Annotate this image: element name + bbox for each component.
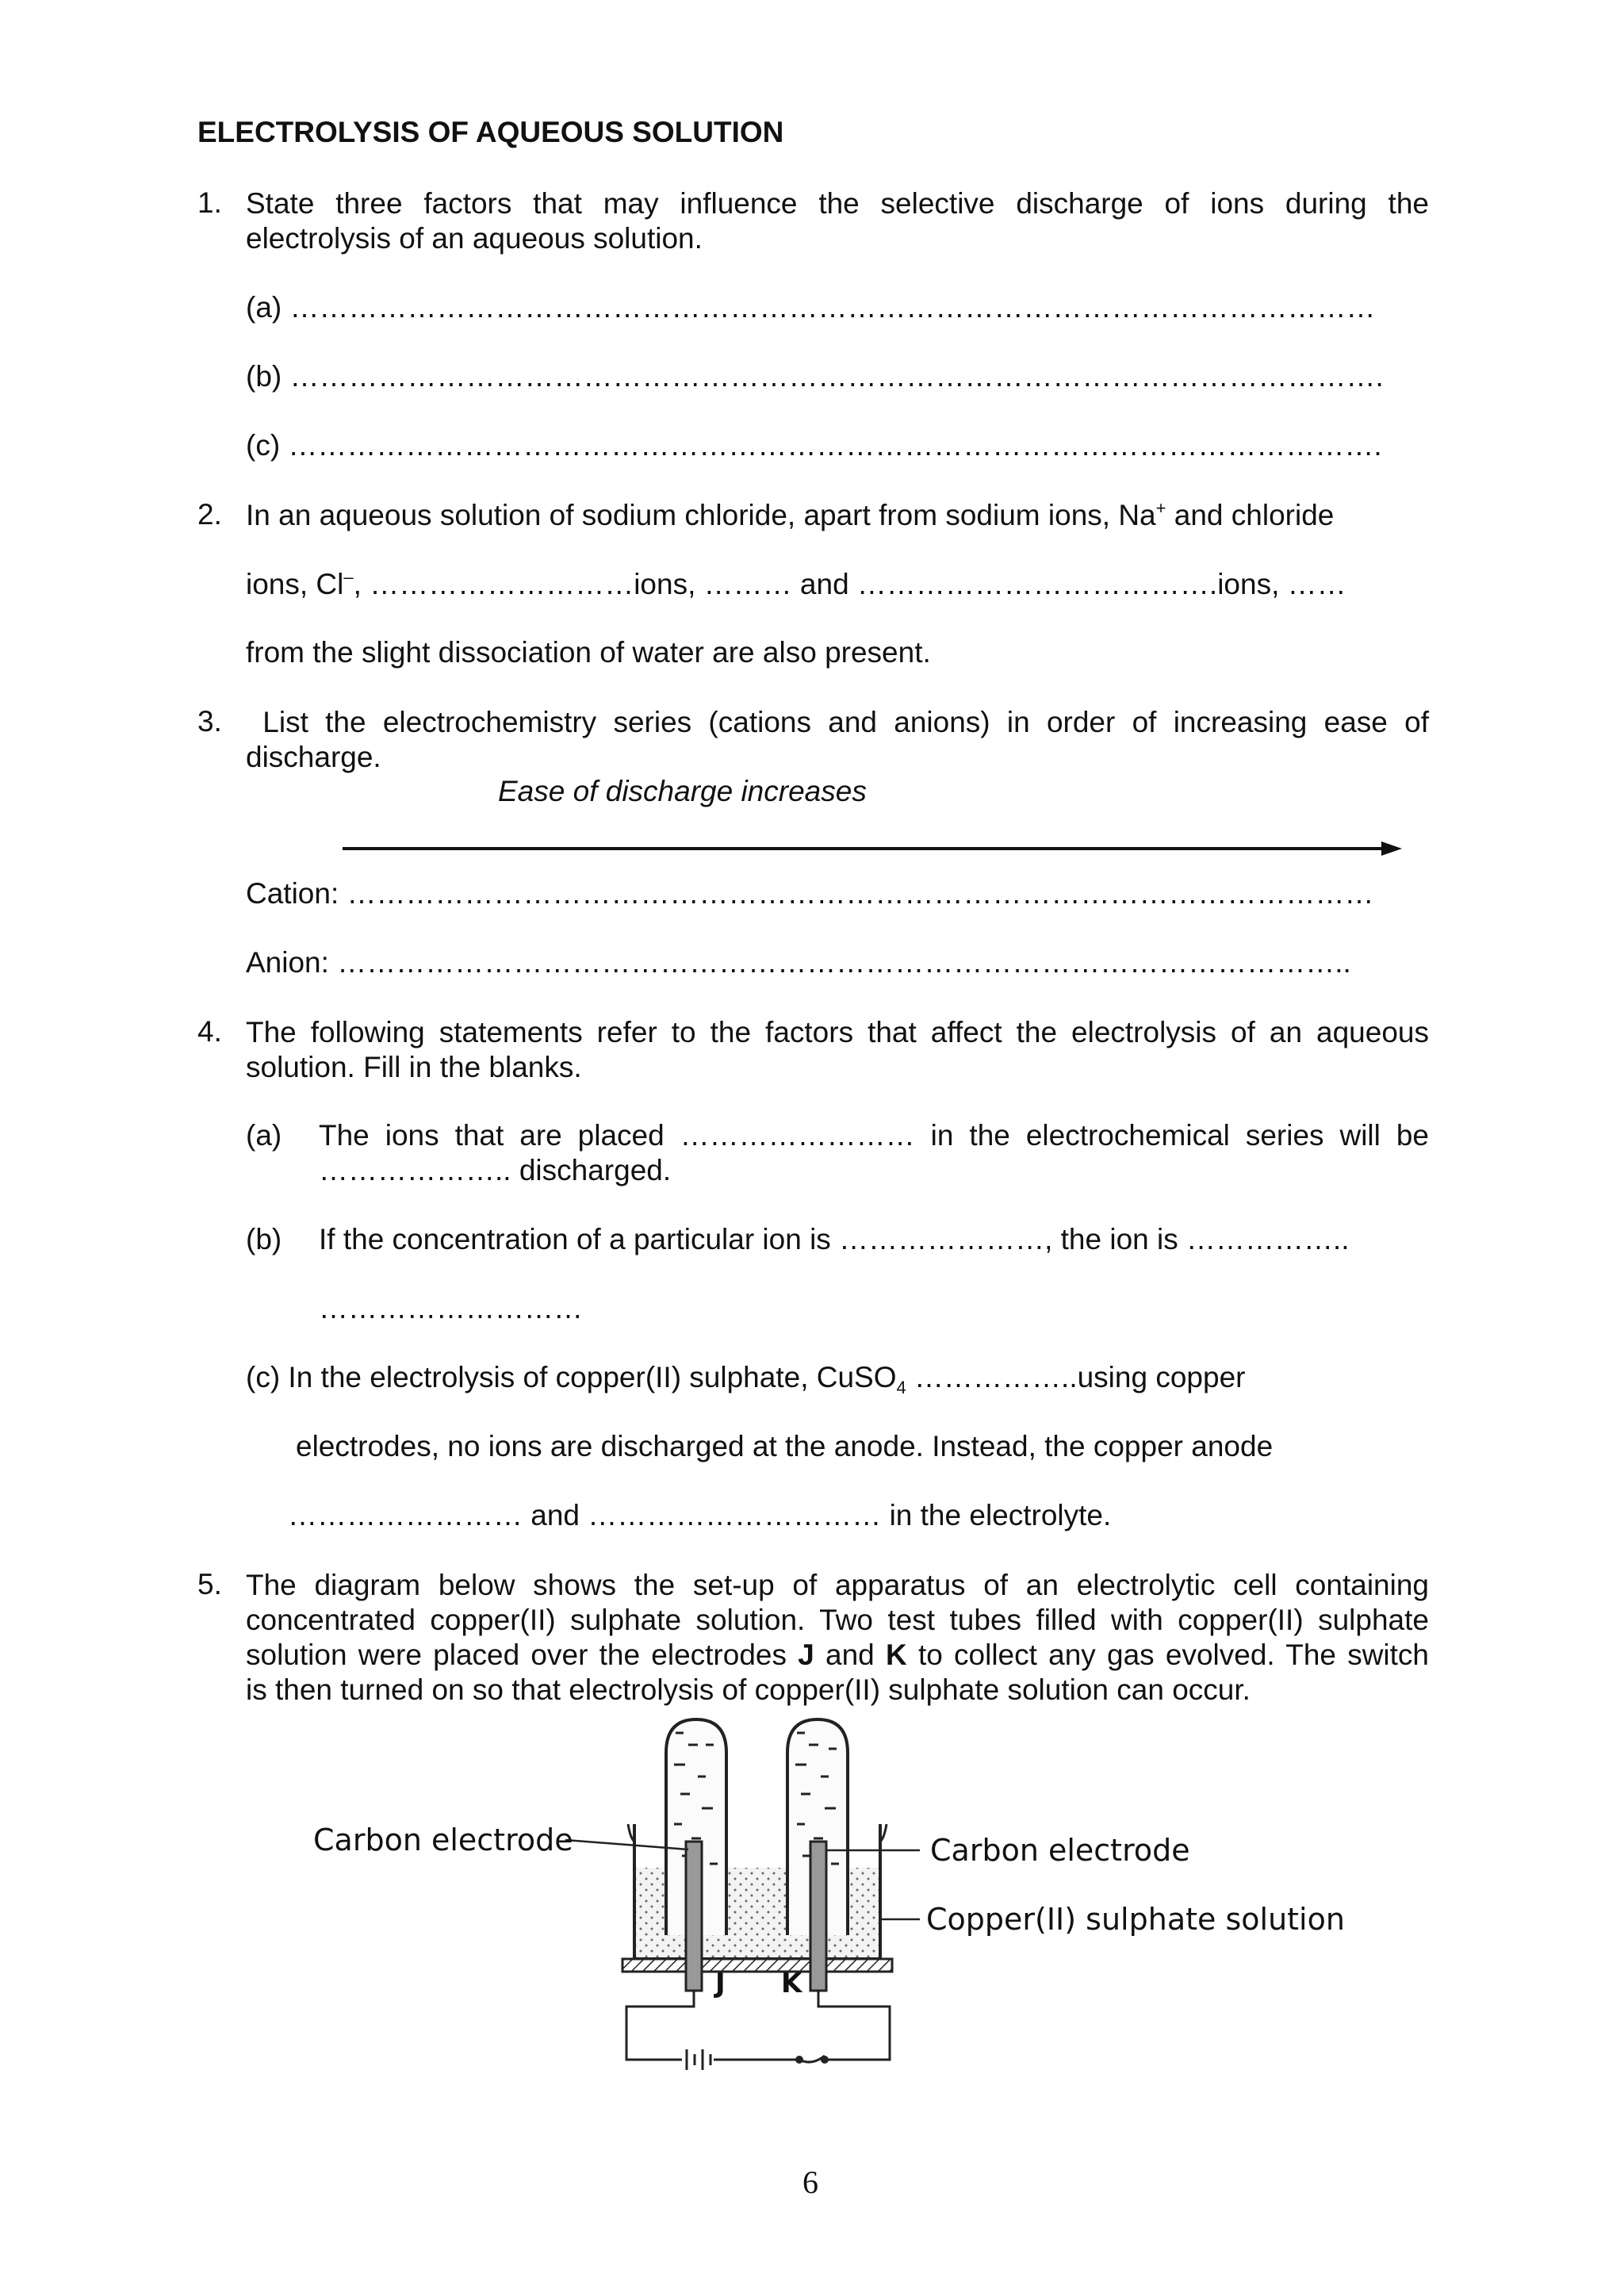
electrode-j-ref: J — [798, 1639, 814, 1671]
q4c-line2: electrodes, no ions are discharged at the anode. Instead, the copper anode — [296, 1430, 1274, 1462]
label-carbon-electrode-right: Carbon electrode — [930, 1833, 1190, 1868]
electrode-j — [686, 1842, 702, 1991]
arrow-label: Ease of discharge increases — [498, 775, 867, 807]
q5-line3-text: solution were placed over the electrodes — [246, 1639, 799, 1671]
electrode-k — [810, 1842, 826, 1991]
q1-answer-b[interactable]: (b) …………………………………………………………………………………………………. — [246, 360, 1384, 393]
electrode-k-ref: K — [885, 1639, 907, 1671]
q1-answer-a[interactable]: (a) ………………………………………………………………………………………………… — [246, 291, 1376, 324]
battery-icon — [687, 2049, 710, 2070]
beaker-base — [622, 1959, 892, 1972]
q4c-line1-blank[interactable]: ……………..using copper — [906, 1361, 1246, 1393]
q4-number: 4. — [197, 1015, 222, 1048]
q2-line1-end: and chloride — [1166, 499, 1335, 531]
electrode-k-label: K — [781, 1968, 802, 1999]
q4b-label: (b) — [246, 1223, 282, 1255]
q5-line1: The diagram below shows the set-up of apparatus of an electrolytic cell containing — [246, 1569, 1429, 1601]
page-title: ELECTROLYSIS OF AQUEOUS SOLUTION — [197, 116, 784, 148]
q5-line2: concentrated copper(II) sulphate solution. Two test tubes filled with copper(II) sulphate — [246, 1604, 1429, 1636]
q3-line1: List the electrochemistry series (cations and anions) in order of increasing ease of — [246, 706, 1429, 738]
q3-number: 3. — [197, 705, 222, 738]
label-carbon-electrode-left: Carbon electrode — [313, 1823, 573, 1857]
q2-line3: from the slight dissociation of water are also present. — [246, 636, 931, 669]
switch-icon — [795, 2056, 829, 2064]
discharge-arrow — [341, 839, 1404, 858]
chloride-charge: – — [343, 567, 354, 587]
q4-line2: solution. Fill in the blanks. — [246, 1051, 582, 1083]
q1-line2: electrolysis of an aqueous solution. — [246, 222, 703, 255]
q4-line1: The following statements refer to the factors that affect the electrolysis of an aqueous — [246, 1016, 1429, 1048]
circuit-wire — [626, 1991, 890, 2060]
q5-number: 5. — [197, 1568, 222, 1600]
page-number: 6 — [802, 2164, 818, 2200]
q5-line3-end: to collect any gas evolved. The switch — [906, 1639, 1430, 1671]
q2-line2[interactable] — [246, 567, 1346, 601]
q5-line4: is then turned on so that electrolysis of copper(II) sulphate solution can occur. — [246, 1673, 1251, 1706]
q4c-line1-text: (c) In the electrolysis of copper(II) sulphate, CuSO — [246, 1361, 897, 1393]
q4b-line1[interactable]: If the concentration of a particular ion is …………………, the ion is …………….. — [319, 1223, 1350, 1255]
label-copper-sulphate-solution: Copper(II) sulphate solution — [926, 1902, 1345, 1937]
electrolytic-cell-diagram — [301, 1705, 1348, 2086]
sodium-charge: + — [1155, 498, 1166, 518]
cation-line[interactable]: Cation: …………………………………………………………………………………………… — [246, 877, 1374, 910]
sulphate-subscript: 4 — [896, 1378, 906, 1397]
q4b-line2[interactable]: ……………………… — [319, 1292, 583, 1324]
q2-line1-text: In an aqueous solution of sodium chloride, apart from sodium ions, Na — [246, 499, 1156, 531]
electrode-j-label: J — [715, 1968, 726, 1999]
q2-line2-blanks[interactable]: , ………………………ions, ……… and ……………………………….ions, …… — [353, 568, 1346, 600]
q4a-line1[interactable]: The ions that are placed …………………… in the electrochemical series will be — [319, 1119, 1429, 1152]
q4a-line2[interactable]: ……………….. discharged. — [319, 1154, 672, 1186]
q5-line3-and: and — [814, 1639, 886, 1671]
q1-answer-c[interactable]: (c) …………………………………………………………………………………………………. — [246, 429, 1382, 462]
anion-line[interactable]: Anion: ………………………………………………………………………………………….. — [246, 946, 1351, 979]
q4c-line1[interactable] — [246, 1361, 1245, 1398]
q1-line1: State three factors that may influence the selective discharge of ions during the — [246, 187, 1429, 220]
q2-line2-text: ions, Cl — [246, 568, 344, 600]
q4a-label: (a) — [246, 1119, 282, 1152]
q1-number: 1. — [197, 186, 222, 219]
q2-line1 — [246, 498, 1334, 532]
q4c-line3[interactable]: …………………… and ………………………… in the electrolyte. — [288, 1499, 1112, 1531]
q3-line2: discharge. — [246, 741, 381, 773]
q2-number: 2. — [197, 498, 222, 531]
q5-line3 — [246, 1638, 1429, 1673]
